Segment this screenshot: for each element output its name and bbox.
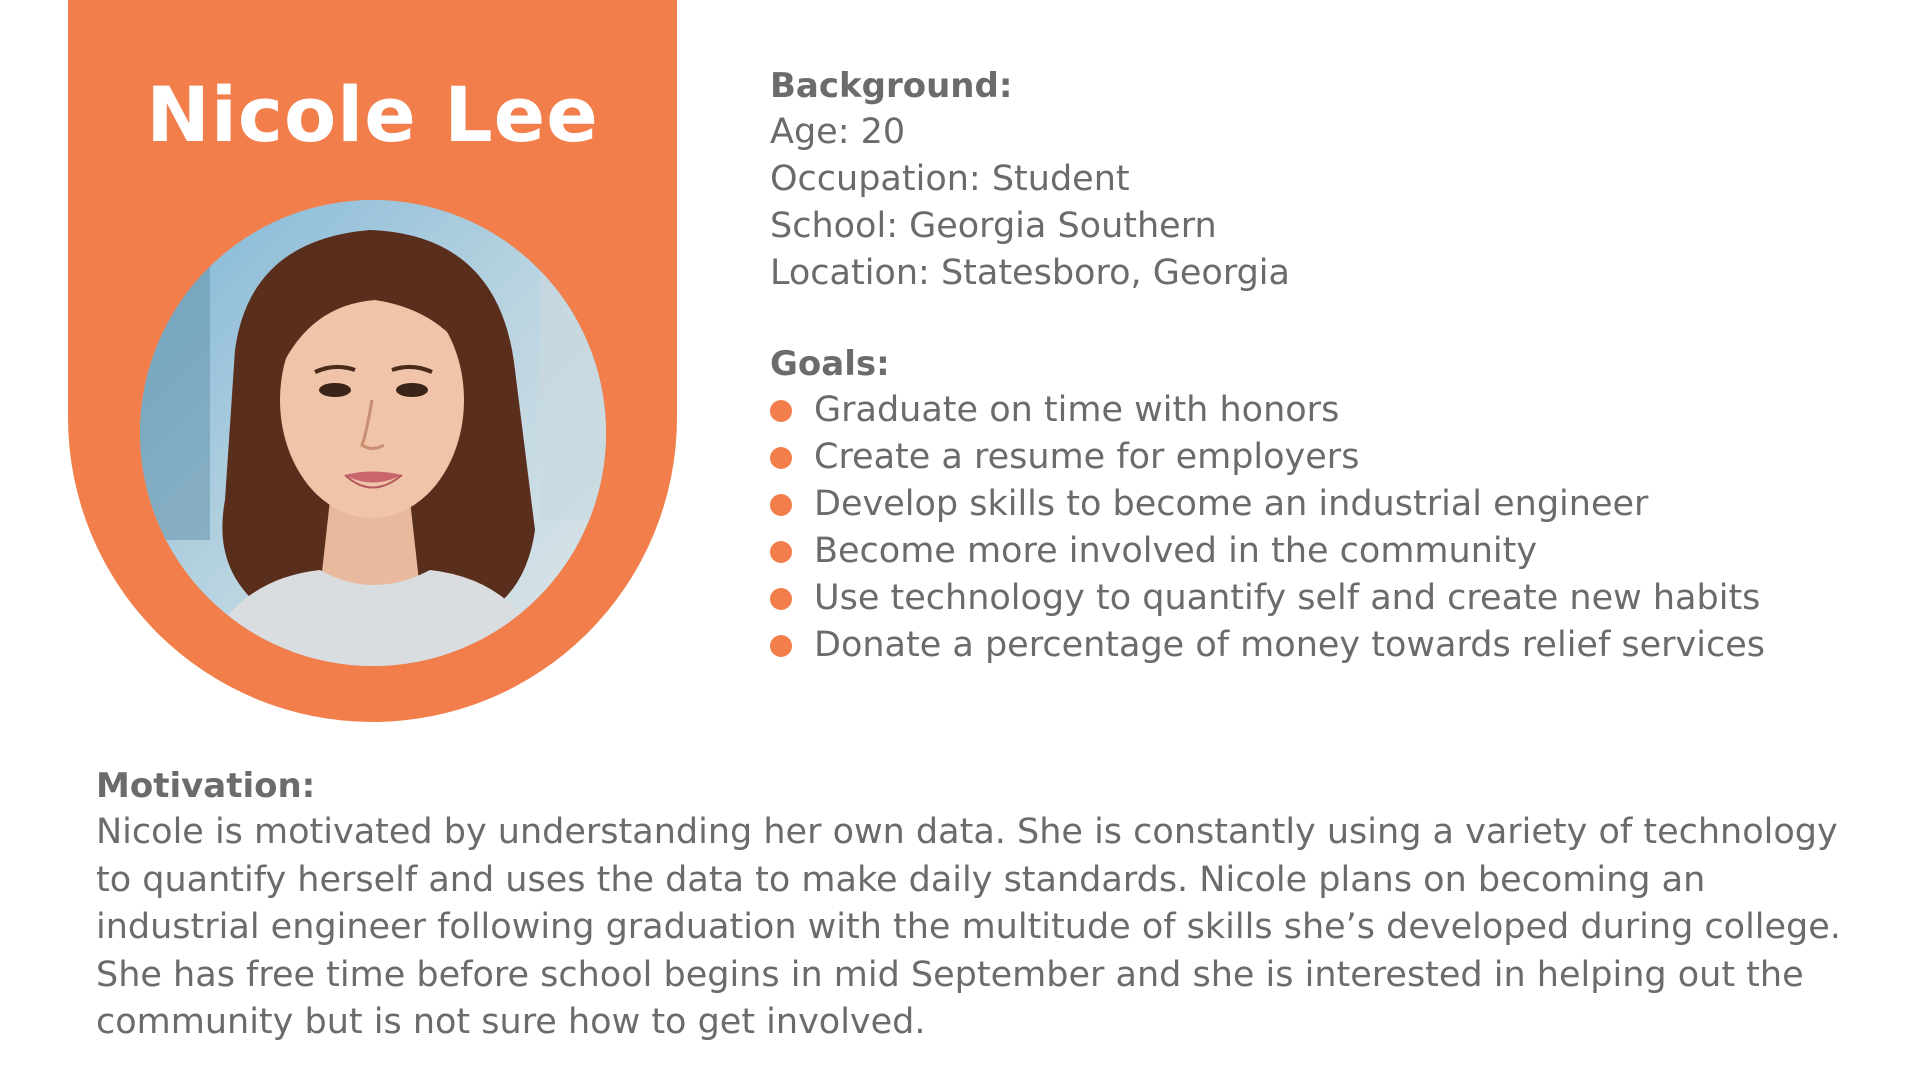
age-line: Age: 20	[770, 112, 906, 152]
list-item	[770, 387, 1765, 434]
goal-text: Become more involved in the community	[814, 531, 1538, 571]
bullet-dot-icon	[770, 541, 792, 563]
goals-heading: Goals:	[770, 344, 890, 384]
bullet-dot-icon	[770, 635, 792, 657]
goal-text: Create a resume for employers	[814, 437, 1360, 477]
school-line: School: Georgia Southern	[770, 206, 1217, 246]
motivation-heading: Motivation:	[96, 766, 316, 806]
occupation-line: Occupation: Student	[770, 159, 1130, 199]
persona-name: Nicole Lee	[146, 70, 599, 159]
list-item	[770, 528, 1765, 575]
goal-text: Use technology to quantify self and create new habits	[814, 578, 1761, 618]
motivation-paragraph: Nicole is motivated by understanding her own data. She is constantly using a variety of technology to quantify herself and uses the data to make daily standards. Nicole plans on becoming an industrial engineer following graduation with the multitude of skills she’s developed during college. She has free time before school begins in mid September and she is interested in helping out the community but is not sure how to get involved.	[96, 812, 1841, 1042]
list-item	[770, 575, 1765, 622]
goals-section	[770, 341, 1765, 669]
bullet-dot-icon	[770, 400, 792, 422]
location-line: Location: Statesboro, Georgia	[770, 253, 1290, 293]
list-item	[770, 481, 1765, 528]
goal-text: Develop skills to become an industrial engineer	[814, 484, 1649, 524]
portrait-icon	[140, 200, 606, 666]
goals-list	[770, 387, 1765, 669]
bullet-dot-icon	[770, 588, 792, 610]
list-item	[770, 434, 1765, 481]
bullet-dot-icon	[770, 447, 792, 469]
list-item	[770, 622, 1765, 669]
background-heading: Background:	[770, 66, 1013, 106]
motivation-section	[96, 763, 1856, 1047]
persona-photo	[140, 200, 606, 666]
background-section	[770, 63, 1290, 297]
persona-card	[68, 0, 677, 722]
goal-text: Donate a percentage of money towards relief services	[814, 625, 1765, 665]
goal-text: Graduate on time with honors	[814, 390, 1340, 430]
bullet-dot-icon	[770, 494, 792, 516]
